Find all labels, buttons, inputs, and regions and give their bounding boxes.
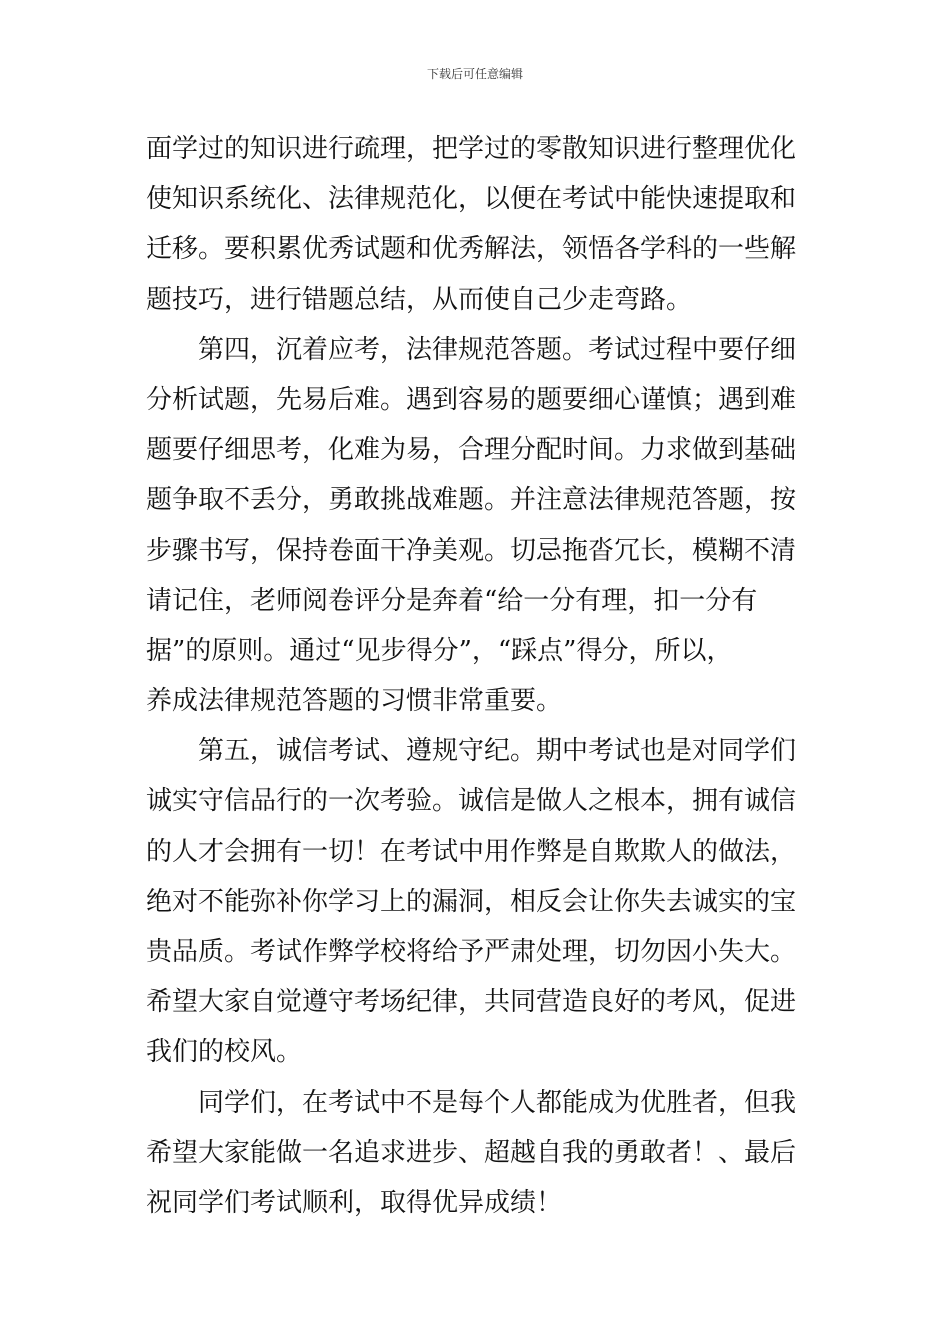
text-line: 据”的原则。通过“见步得分”，“踩点”得分，所以，: [146, 635, 733, 666]
text-line: 面学过的知识进行疏理，把学过的零散知识进行整理优化: [146, 134, 797, 164]
text-line: 养成法律规范答题的习惯非常重要。: [146, 686, 563, 717]
text-line: 使知识系统化、法律规范化，以便在考试中能快速提取和: [146, 184, 797, 215]
document-body: [146, 124, 811, 1228]
text-line: 步骤书写，保持卷面干净美观。切忌拖沓冗长，模糊不清: [146, 535, 797, 566]
text-line: 贵品质。考试作弊学校将给予严肃处理，切勿因小失大。: [146, 937, 797, 967]
paragraph-start-line: 第五，诚信考试、遵规守纪。期中考试也是对同学们: [198, 736, 797, 767]
text-line: 我们的校风。: [146, 1037, 303, 1068]
text-line: 希望大家能做一名追求进步、超越自我的勇敢者！、最后: [146, 1137, 797, 1168]
page-header: 下载后可任意编辑: [426, 67, 523, 81]
text-line: 分析试题，先易后难。遇到容易的题要细心谨慎；遇到难: [146, 384, 797, 415]
text-line: 祝同学们考试顺利，取得优异成绩！: [146, 1187, 563, 1218]
text-line: 绝对不能弥补你学习上的漏洞，相反会让你失去诚实的宝: [146, 886, 797, 917]
text-line: 题技巧，进行错题总结，从而使自己少走弯路。: [146, 284, 693, 315]
text-line: 希望大家自觉遵守考场纪律，共同营造良好的考风，促进: [146, 987, 797, 1018]
text-line: 题争取不丢分，勇敢挑战难题。并注意法律规范答题，按: [146, 485, 797, 516]
paragraph-start-line: 同学们，在考试中不是每个人都能成为优胜者，但我: [198, 1087, 797, 1118]
text-line: 迁移。要积累优秀试题和优秀解法，领悟各学科的一些解: [146, 234, 797, 265]
paragraph-start-line: 第四，沉着应考，法律规范答题。考试过程中要仔细: [198, 334, 797, 365]
text-line: 题要仔细思考，化难为易，合理分配时间。力求做到基础: [146, 435, 797, 466]
text-line: 诚实守信品行的一次考验。诚信是做人之根本，拥有诚信: [146, 786, 797, 817]
text-line: 的人才会拥有一切！在考试中用作弊是自欺欺人的做法，: [146, 836, 797, 867]
text-line: 请记住，老师阅卷评分是奔着“给一分有理，扣一分有: [146, 585, 758, 616]
